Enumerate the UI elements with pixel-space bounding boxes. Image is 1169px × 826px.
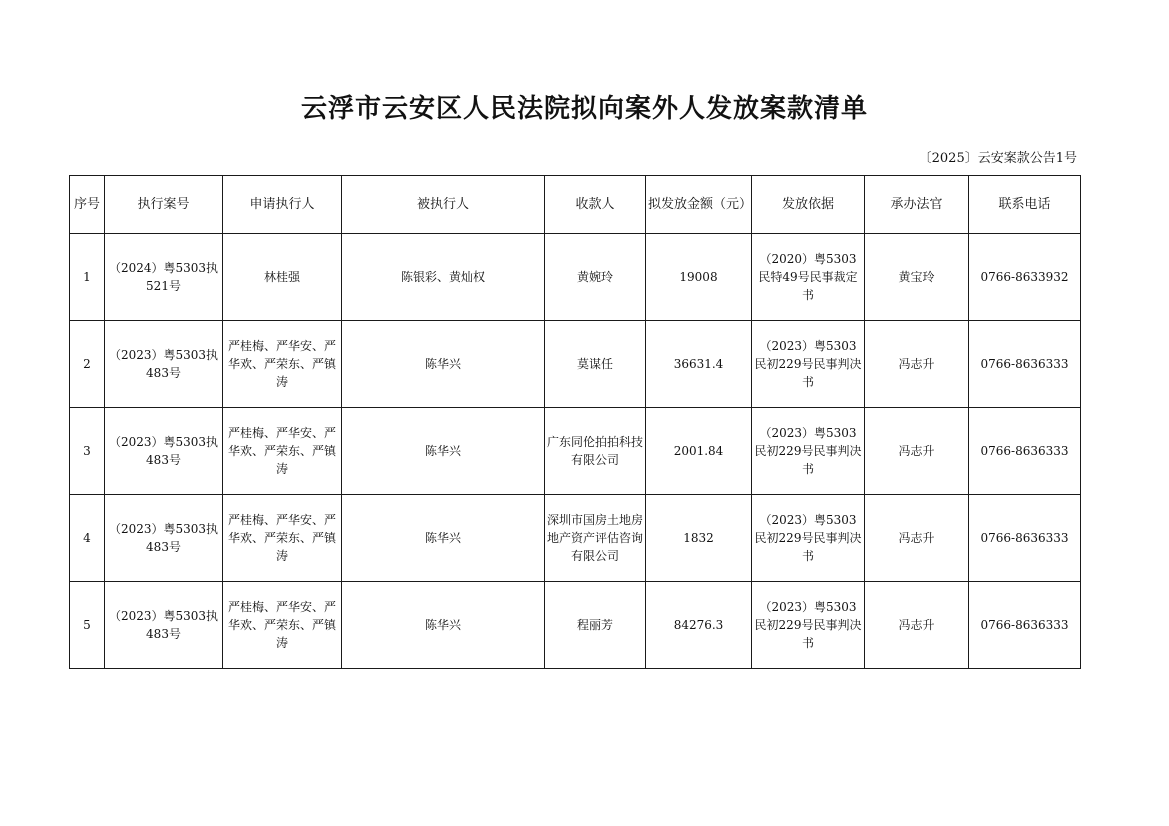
cell-phone: 0766-8636333 bbox=[969, 408, 1081, 495]
cell-payee: 程丽芳 bbox=[545, 582, 646, 669]
cell-case-number: （2024）粤5303执521号 bbox=[105, 234, 223, 321]
cell-payee: 莫谋任 bbox=[545, 321, 646, 408]
header-basis: 发放依据 bbox=[752, 176, 865, 234]
table-row bbox=[70, 408, 1081, 495]
cell-respondent: 陈华兴 bbox=[342, 495, 545, 582]
cell-index: 1 bbox=[70, 234, 105, 321]
header-phone: 联系电话 bbox=[969, 176, 1081, 234]
cell-index: 5 bbox=[70, 582, 105, 669]
cell-judge: 冯志升 bbox=[865, 582, 969, 669]
header-amount: 拟发放金额（元） bbox=[646, 176, 752, 234]
table-row bbox=[70, 321, 1081, 408]
header-applicant: 申请执行人 bbox=[223, 176, 342, 234]
cell-payee: 广东同伦拍拍科技有限公司 bbox=[545, 408, 646, 495]
header-index: 序号 bbox=[70, 176, 105, 234]
table-row bbox=[70, 495, 1081, 582]
table-row bbox=[70, 582, 1081, 669]
cell-judge: 冯志升 bbox=[865, 408, 969, 495]
cell-index: 2 bbox=[70, 321, 105, 408]
cell-applicant: 严桂梅、严华安、严华欢、严荣东、严镇涛 bbox=[223, 582, 342, 669]
cell-phone: 0766-8636333 bbox=[969, 582, 1081, 669]
disbursement-table bbox=[69, 175, 1081, 669]
cell-basis: （2020）粤5303民特49号民事裁定书 bbox=[752, 234, 865, 321]
cell-applicant: 严桂梅、严华安、严华欢、严荣东、严镇涛 bbox=[223, 495, 342, 582]
cell-payee: 深圳市国房土地房地产资产评估咨询有限公司 bbox=[545, 495, 646, 582]
cell-basis: （2023）粤5303民初229号民事判决书 bbox=[752, 321, 865, 408]
cell-payee: 黄婉玲 bbox=[545, 234, 646, 321]
cell-judge: 黄宝玲 bbox=[865, 234, 969, 321]
cell-respondent: 陈华兴 bbox=[342, 321, 545, 408]
cell-judge: 冯志升 bbox=[865, 495, 969, 582]
cell-phone: 0766-8636333 bbox=[969, 321, 1081, 408]
page-title: 云浮市云安区人民法院拟向案外人发放案款清单 bbox=[300, 94, 868, 124]
cell-amount: 36631.4 bbox=[646, 321, 752, 408]
header-row bbox=[70, 176, 1081, 234]
header-judge: 承办法官 bbox=[865, 176, 969, 234]
cell-phone: 0766-8633932 bbox=[969, 234, 1081, 321]
cell-amount: 2001.84 bbox=[646, 408, 752, 495]
table-row bbox=[70, 234, 1081, 321]
header-payee: 收款人 bbox=[545, 176, 646, 234]
cell-case-number: （2023）粤5303执483号 bbox=[105, 408, 223, 495]
cell-respondent: 陈银彩、黄灿权 bbox=[342, 234, 545, 321]
cell-basis: （2023）粤5303民初229号民事判决书 bbox=[752, 408, 865, 495]
cell-applicant: 严桂梅、严华安、严华欢、严荣东、严镇涛 bbox=[223, 408, 342, 495]
document-number: 〔2025〕云安案款公告1号 bbox=[918, 151, 1077, 166]
cell-case-number: （2023）粤5303执483号 bbox=[105, 582, 223, 669]
cell-respondent: 陈华兴 bbox=[342, 582, 545, 669]
cell-respondent: 陈华兴 bbox=[342, 408, 545, 495]
cell-amount: 19008 bbox=[646, 234, 752, 321]
cell-applicant: 严桂梅、严华安、严华欢、严荣东、严镇涛 bbox=[223, 321, 342, 408]
cell-amount: 1832 bbox=[646, 495, 752, 582]
cell-index: 4 bbox=[70, 495, 105, 582]
header-case-number: 执行案号 bbox=[105, 176, 223, 234]
cell-case-number: （2023）粤5303执483号 bbox=[105, 495, 223, 582]
cell-judge: 冯志升 bbox=[865, 321, 969, 408]
cell-amount: 84276.3 bbox=[646, 582, 752, 669]
cell-basis: （2023）粤5303民初229号民事判决书 bbox=[752, 495, 865, 582]
cell-index: 3 bbox=[70, 408, 105, 495]
cell-applicant: 林桂强 bbox=[223, 234, 342, 321]
cell-case-number: （2023）粤5303执483号 bbox=[105, 321, 223, 408]
cell-phone: 0766-8636333 bbox=[969, 495, 1081, 582]
cell-basis: （2023）粤5303民初229号民事判决书 bbox=[752, 582, 865, 669]
header-respondent: 被执行人 bbox=[342, 176, 545, 234]
